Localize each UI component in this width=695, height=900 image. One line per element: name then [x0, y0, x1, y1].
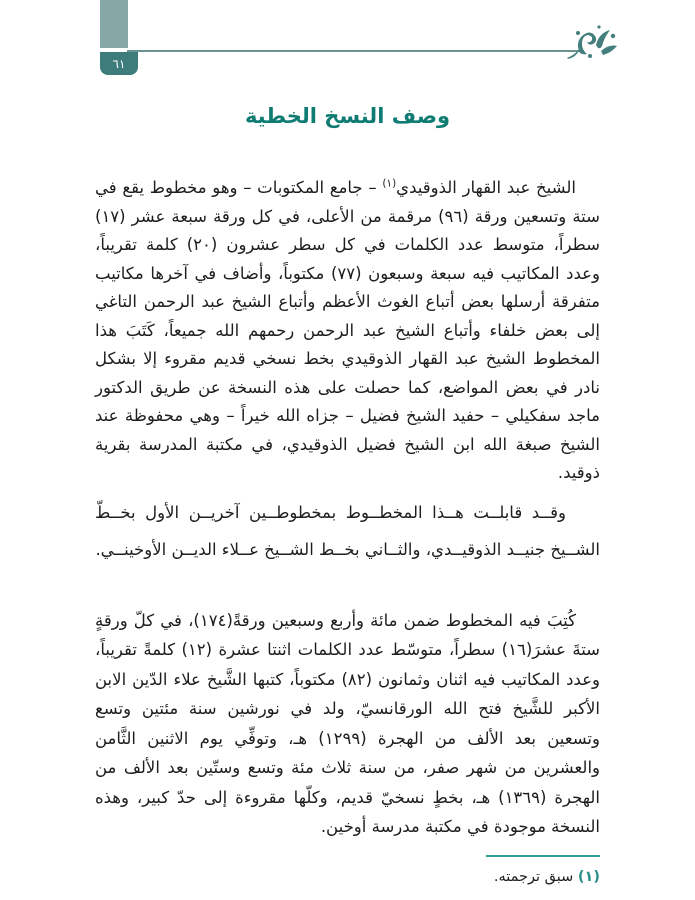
page-number: ٦١: [112, 56, 126, 71]
body-paragraph-3: كُتِبَ فيه المخطوط ضمن مائة وأربع وسبعين ورقةً(١٧٤)، في كلّ ورقةٍ ستةَ عشرَ(١٦) سطراً، متوسّط عدد الكلمات اثنتا عشرة (١٢) كلمةً تقريباً، وعدد المكاتيب فيه اثنان وثمانون (٨٢) مكتوباً، كتبها الشَّيخ علاء الدّين الابن الأكبر للشَّيخ فتح الله الورقانسيّ، ولد في نورشين سنة مئتين وتسع وتسعين بعد الألف من الهجرة (١٢٩٩) هـ، وتوفِّي يوم الاثنين الثَّامن والعشرين من شهر صفر، من سنة ثلاث مئة وتسع وستّين بعد الألف من الهجرة (١٣٦٩) هـ، بخطٍ نسخيّ قديم، وكلّها مقروءة إلى حدّ كبير، وهذه النسخة موجودة في مكتبة مدرسة أوخين.: [95, 610, 601, 836]
body-paragraph-1: [95, 174, 600, 488]
footnote: [95, 866, 600, 888]
header-rule: [127, 50, 582, 52]
header-accent-block: [100, 0, 128, 48]
paragraph-1-rest: – جامع المكتوبات – وهو مخطوط يقع في ستة وتسعين ورقة (٩٦) مرقمة من الأعلى، في كل ورقة سبعة عشر (١٧) سطراً، متوسط عدد الكلمات في كل سطر عشرون (٢٠) كلمة تقريباً، وعدد المكاتيب فيه سبعة وسبعون (٧٧) مكتوباً، وأضاف في آخرها مكاتيب متفرقة أرسلها بعض أتباع الغوث الأعظم وأتباع الشيخ عبد الرحمن التاغي إلى بعض خلفاء وأتباع الشيخ عبد الرحمن رحمهم الله جميعاً، كَتَبَ هذا المخطوط الشيخ عبد القهار الذوقيدي بخط نسخي قديم مقروء إلا بشكل نادر في بعض المواضع، كما حصلت على هذه النسخة عن طريق الدكتور ماجد سفكيلي – حفيد الشيخ فضيل – جزاه الله خيراً – وهي محفوظة عند الشيخ صبغة الله ابن الشيخ فضيل الذوقيدي، في مكتبة المدرسة بقرية ذوقيد.: [95, 178, 600, 482]
footnote-marker: (١): [577, 868, 600, 885]
footnote-reference: (١): [382, 177, 397, 190]
paragraph-1-lead: الشيخ عبد القهار الذوقيدي: [396, 178, 576, 197]
content-area: [95, 104, 600, 888]
page-number-badge: [100, 52, 138, 75]
floral-ornament-icon: [566, 23, 618, 61]
footnote-text: سبق ترجمته.: [493, 868, 578, 885]
footnote-separator: [486, 855, 600, 857]
page-title: وصف النسخ الخطية: [244, 104, 451, 128]
body-paragraph-2: وقــد قابلــت هــذا المخطــوط بمخطوطــين آخريــن الأول بخــطّ الشــيخ جنيــد الذوقيــدي، والثــاني بخــط الشــيخ عــلاء الديــن الأوخينــي.: [95, 502, 600, 559]
